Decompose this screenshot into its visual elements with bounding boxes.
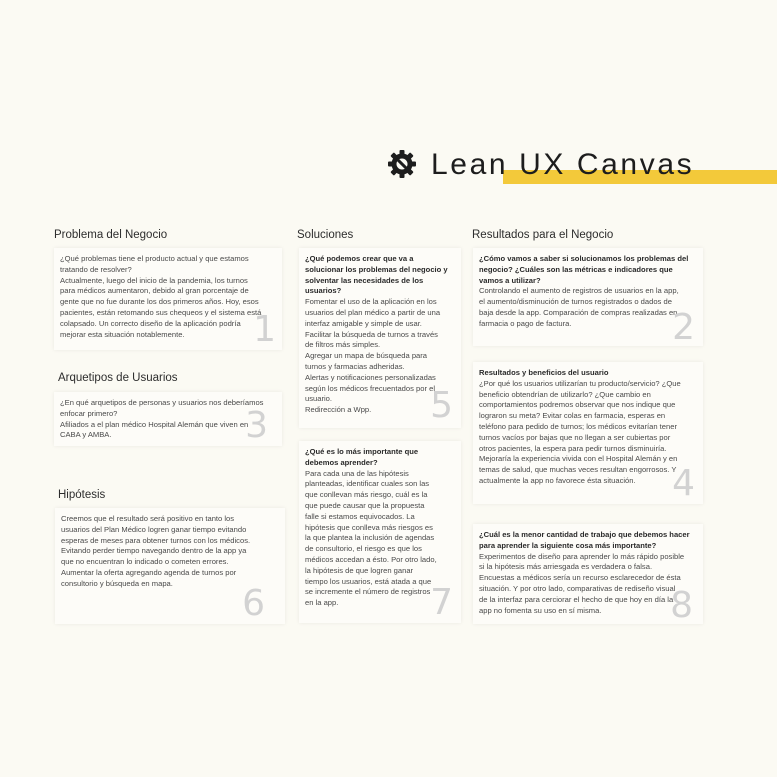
text-line: usuarios del Plan Médico logren ganar tiempo evitando xyxy=(61,524,247,534)
text-line: de la interfaz para cerciorar el hecho de que hoy en día la xyxy=(479,594,674,604)
card-menor-trabajo-question xyxy=(479,530,697,552)
text-line: el aumento/disminución de turnos registrados o dados de xyxy=(479,297,672,307)
text-line: ¿Qué es lo más importante que xyxy=(305,447,419,456)
text-line: ¿Por qué los usuarios utilizarían tu producto/servicio? ¿Que xyxy=(479,378,681,388)
card-problema xyxy=(54,248,282,350)
text-line: si la hipótesis más arriesgada es verdadera o falsa. xyxy=(479,562,653,572)
text-line: según los médicos frecuentados por el xyxy=(305,383,436,393)
text-line: farmacia o pago de factura. xyxy=(479,318,572,328)
text-line: CABA y AMBA. xyxy=(60,430,112,440)
canvas-header xyxy=(386,146,777,186)
section-title-arquetipos: Arquetipos de Usuarios xyxy=(58,372,178,384)
card-resultados-usuario-body xyxy=(479,379,697,487)
text-line: ¿En qué arquetipos de personas y usuarios nos deberíamos xyxy=(60,398,264,407)
text-line: se incremente el número de registros xyxy=(305,587,431,597)
text-line: interfaz amigable y simple de usar. xyxy=(305,318,422,328)
text-line: teléfono para pedido de turnos; los médicos evitarían tener xyxy=(479,421,677,431)
card-soluciones xyxy=(299,248,461,428)
card-menor-trabajo xyxy=(473,524,703,624)
text-line: tratando de resolver? xyxy=(60,264,132,274)
card-aprender xyxy=(299,441,461,623)
section-title-resultados: Resultados para el Negocio xyxy=(472,229,614,241)
text-line: que no encuentran lo indicado o cometen errores. xyxy=(61,557,229,567)
text-line: de consultorio, el riesgo es que los xyxy=(305,544,422,554)
text-line: Mejoraría la experiencia vivida con el Hospital Alemán y en xyxy=(479,454,678,464)
text-line: negocio? ¿Cuáles son las métricas e indicadores que xyxy=(479,264,673,274)
text-line: Para cada una de las hipótesis xyxy=(305,468,409,478)
text-line: Evitando perder tiempo navegando dentro de la app ya xyxy=(61,546,247,556)
section-title-problema: Problema del Negocio xyxy=(54,229,168,241)
section-title-hipotesis: Hipótesis xyxy=(58,489,106,501)
text-line: falle si estamos equivocados. La xyxy=(305,511,415,521)
page-title: Lean UX Canvas xyxy=(431,148,695,181)
text-line: comportamientos podremos observar que nos indique que xyxy=(479,400,676,410)
text-line: turnos y farmacias adheridas. xyxy=(305,361,405,371)
text-line: Actualmente, luego del inicio de la pandemia, los turnos xyxy=(60,275,248,285)
text-line: vamos a utilizar? xyxy=(479,275,541,285)
text-line: Fomentar el uso de la aplicación en los xyxy=(305,297,437,307)
text-line: hipótesis que conlleva más riesgos es xyxy=(305,522,433,532)
card-resultados-usuario-question xyxy=(479,368,697,379)
text-line: mejorar esta situación notablemente. xyxy=(60,329,185,339)
card-arquetipos xyxy=(54,392,282,446)
text-line: Creemos que el resultado será positivo en tanto los xyxy=(61,514,235,523)
text-line: que conllevan más riesgo, cuál es la xyxy=(305,490,428,500)
card-aprender-question xyxy=(305,447,455,469)
text-line: Facilitar la búsqueda de turnos a través xyxy=(305,329,438,339)
card-menor-trabajo-body xyxy=(479,552,697,617)
text-line: la hipótesis de que logren ganar xyxy=(305,565,414,575)
text-line: Afiliados a el plan médico Hospital Alemán que viven en xyxy=(60,419,249,429)
card-problema-body xyxy=(60,254,276,340)
card-number: 6 xyxy=(242,583,265,624)
text-line: Agregar un mapa de búsqueda para xyxy=(305,351,428,361)
text-line: usuarios? xyxy=(305,286,342,296)
card-number: 4 xyxy=(672,463,695,504)
text-line: temas de salud, que muchas veces resultan engorrosos. Y xyxy=(479,465,677,475)
text-line: turnos vacíos por bajas que no llegan a ser cubiertas por xyxy=(479,432,671,442)
text-line: lograron su meta? Evitar colas en farmacia, esperas en xyxy=(479,411,666,421)
card-number: 1 xyxy=(253,309,276,350)
card-resultados-negocio-question xyxy=(479,254,697,286)
text-line: solventar las necesidades de los xyxy=(305,275,424,285)
card-number: 8 xyxy=(670,585,693,626)
text-line: Aumentar la oferta agregando agenda de turnos por xyxy=(61,567,237,577)
text-line: ¿Qué podemos crear que va a xyxy=(305,254,414,263)
card-resultados-negocio xyxy=(473,248,703,346)
card-arquetipos-body xyxy=(60,398,276,441)
text-line: tiempo los usuarios, está atada a que xyxy=(305,576,432,586)
text-line: debemos aprender? xyxy=(305,457,378,467)
text-line: médicos accedan a ésto. Por otro lado, xyxy=(305,554,437,564)
card-number: 3 xyxy=(245,405,268,446)
text-line: para médicos aumentaron, debido al gran porcentaje de xyxy=(60,286,249,296)
card-resultados-negocio-body xyxy=(479,286,697,329)
text-line: ¿Cuál es la menor cantidad de trabajo que debemos hacer xyxy=(479,530,690,539)
card-number: 2 xyxy=(672,307,695,348)
text-line: Resultados y beneficios del usuario xyxy=(479,368,609,377)
text-line: en la app. xyxy=(305,598,339,608)
text-line: Experimentos de diseño para aprender lo más rápido posible xyxy=(479,551,685,561)
text-line: consultorio y búsqueda en mapa. xyxy=(61,578,173,588)
text-line: la que plantea la inclusión de agendas xyxy=(305,533,435,543)
text-line: pacientes, están retomando sus chequeos y el sistema está xyxy=(60,307,262,317)
section-title-soluciones: Soluciones xyxy=(297,229,354,241)
text-line: ¿Cómo vamos a saber si solucionamos los problemas del xyxy=(479,254,689,263)
text-line: baja desde la app. Comparación de compras realizadas en xyxy=(479,307,678,317)
text-line: Controlando el aumento de registros de usuarios en la app, xyxy=(479,286,679,296)
card-hipotesis xyxy=(55,508,285,624)
text-line: usuarios del plan médico a partir de una xyxy=(305,307,441,317)
card-number: 5 xyxy=(430,385,453,426)
text-line: para aprender la siguiente cosa más importante? xyxy=(479,540,657,550)
text-line: que puede causar que la propuesta xyxy=(305,500,425,510)
text-line: Alertas y notificaciones personalizadas xyxy=(305,372,436,382)
text-line: situación. Y por otro lado, comparativas de rediseño visual xyxy=(479,583,676,593)
text-line: app no fomenta su uso en sí misma. xyxy=(479,605,602,615)
text-line: gente que no fue durante los dos primeros años. Hoy, esos xyxy=(60,297,259,307)
text-line: colapsado. Un correcto diseño de la aplicación podría xyxy=(60,318,241,328)
card-number: 7 xyxy=(430,582,453,623)
text-line: Encuestas a médicos sería un recurso esclarecedor de ésta xyxy=(479,573,681,583)
card-soluciones-question xyxy=(305,254,455,297)
text-line: ¿Qué problemas tiene el producto actual y que estamos xyxy=(60,254,249,263)
card-hipotesis-body xyxy=(61,514,279,590)
text-line: esperas de meses para obtener turnos con los médicos. xyxy=(61,535,251,545)
text-line: de filtros más simples. xyxy=(305,340,381,350)
text-line: enfocar primero? xyxy=(60,408,118,418)
gear-wrench-icon xyxy=(386,148,418,180)
text-line: otros pacientes, la espera para pedir turnos disminuiría. xyxy=(479,443,667,453)
text-line: actualmente la app no favorece ésta situación. xyxy=(479,475,636,485)
card-resultados-usuario xyxy=(473,362,703,504)
text-line: Redirección a Wpp. xyxy=(305,405,372,415)
text-line: usuario. xyxy=(305,394,333,404)
text-line: beneficio obtendrían de utilizarlo? ¿Que cambio en xyxy=(479,389,651,399)
text-line: planteadas, identificar cuales son las xyxy=(305,479,430,489)
text-line: solucionar los problemas del negocio y xyxy=(305,264,448,274)
